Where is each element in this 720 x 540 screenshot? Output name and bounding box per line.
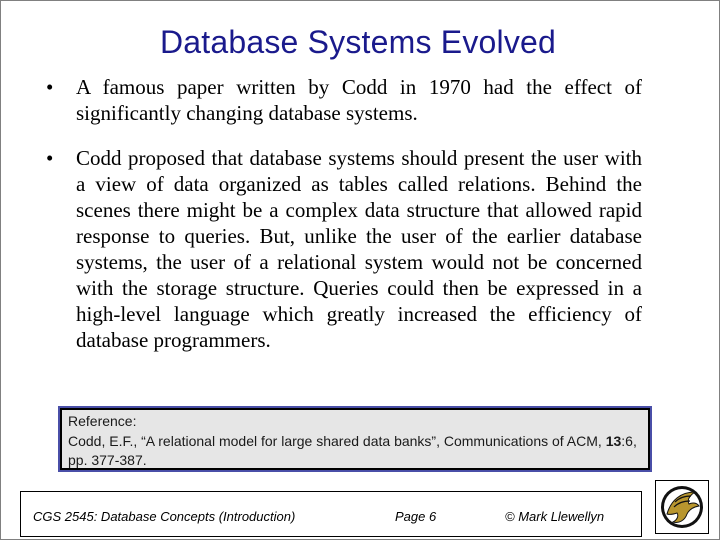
citation-pages: :6, pp. 377-387. — [68, 432, 637, 468]
citation-text: Codd, E.F., “A relational model for large shared data banks”, Communications of ACM, — [68, 432, 606, 449]
reference-citation — [68, 432, 642, 471]
footer — [20, 491, 642, 537]
slide-title: Database Systems Evolved — [159, 24, 557, 60]
bullet-marker: • — [46, 146, 54, 170]
ucf-pegasus-logo-icon — [655, 480, 709, 534]
footer-page-number: Page 6 — [395, 509, 437, 524]
bullet-item — [46, 74, 642, 126]
bullet-marker: • — [46, 75, 54, 99]
bullet-text: Codd proposed that database systems should present the user with a view of data organized as tables called relations. Behind the scenes there might be a complex data structure that allowed rapid response to queries. But, unlike the user of the earlier database systems, the user of a relational system would not be concerned with the storage structure. Queries could then be expressed in a high-level language which greatly increased the efficiency of database programmers. — [76, 146, 642, 352]
reference-box — [60, 408, 650, 470]
bullet-list — [46, 74, 642, 353]
reference-heading: Reference: — [68, 413, 137, 429]
footer-author: © Mark Llewellyn — [505, 509, 605, 524]
footer-course: CGS 2545: Database Concepts (Introduction) — [33, 509, 296, 524]
bullet-item — [46, 145, 642, 353]
bullet-text: A famous paper written by Codd in 1970 had the effect of significantly changing database systems. — [76, 75, 642, 125]
citation-volume: 13 — [605, 432, 622, 449]
